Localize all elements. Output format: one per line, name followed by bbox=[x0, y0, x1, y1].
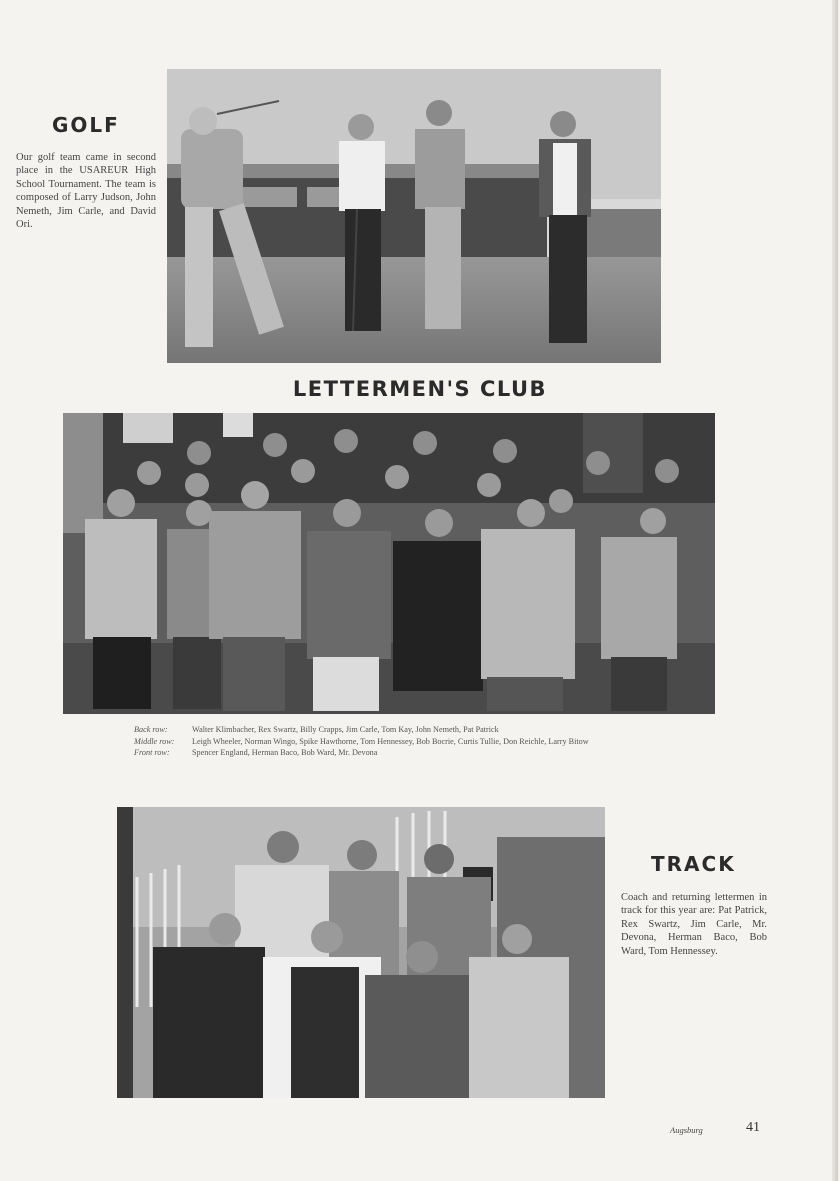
lettermen-club-photo bbox=[63, 413, 715, 714]
caption-front-row bbox=[134, 747, 664, 759]
caption-row-label: Back row: bbox=[134, 725, 168, 734]
caption-row-label: Middle row: bbox=[134, 736, 175, 746]
lettermen-caption bbox=[134, 724, 664, 759]
track-heading: TRACK bbox=[651, 852, 736, 876]
lettermen-club-heading: LETTERMEN'S CLUB bbox=[292, 377, 548, 401]
caption-row-names: Spencer England, Herman Baco, Bob Ward, Mr. Devona bbox=[192, 748, 378, 757]
caption-row-names: Walter Klimbacher, Rex Swartz, Billy Crapps, Jim Carle, Tom Kay, John Nemeth, Pat Patrick bbox=[192, 725, 499, 734]
golf-heading: GOLF bbox=[52, 113, 120, 137]
footer-school-name: Augsburg bbox=[670, 1125, 703, 1135]
caption-back-row bbox=[134, 724, 664, 736]
caption-middle-row bbox=[134, 736, 664, 748]
page-edge bbox=[832, 0, 838, 1181]
golf-description: Our golf team came in second place in the USAREUR High School Tournament. The team is composed of Larry Judson, John Nemeth, Jim Carle, and David Ori. bbox=[16, 152, 156, 231]
page-number: 41 bbox=[746, 1120, 760, 1135]
track-team-photo bbox=[117, 807, 605, 1098]
track-description: Coach and returning lettermen in track for this year are: Pat Patrick, Rex Swartz, Jim Carle, Mr. Devona, Herman Baco, Bob Ward, Tom Hennessey. bbox=[621, 892, 767, 957]
caption-row-label: Front row: bbox=[134, 748, 170, 757]
caption-row-names: Leigh Wheeler, Norman Wingo, Spike Hawthorne, Tom Hennessey, Bob Bocrie, Curtis Tullie, Don Reichle, Larry Bitow bbox=[192, 736, 589, 746]
golf-team-photo bbox=[167, 69, 661, 363]
